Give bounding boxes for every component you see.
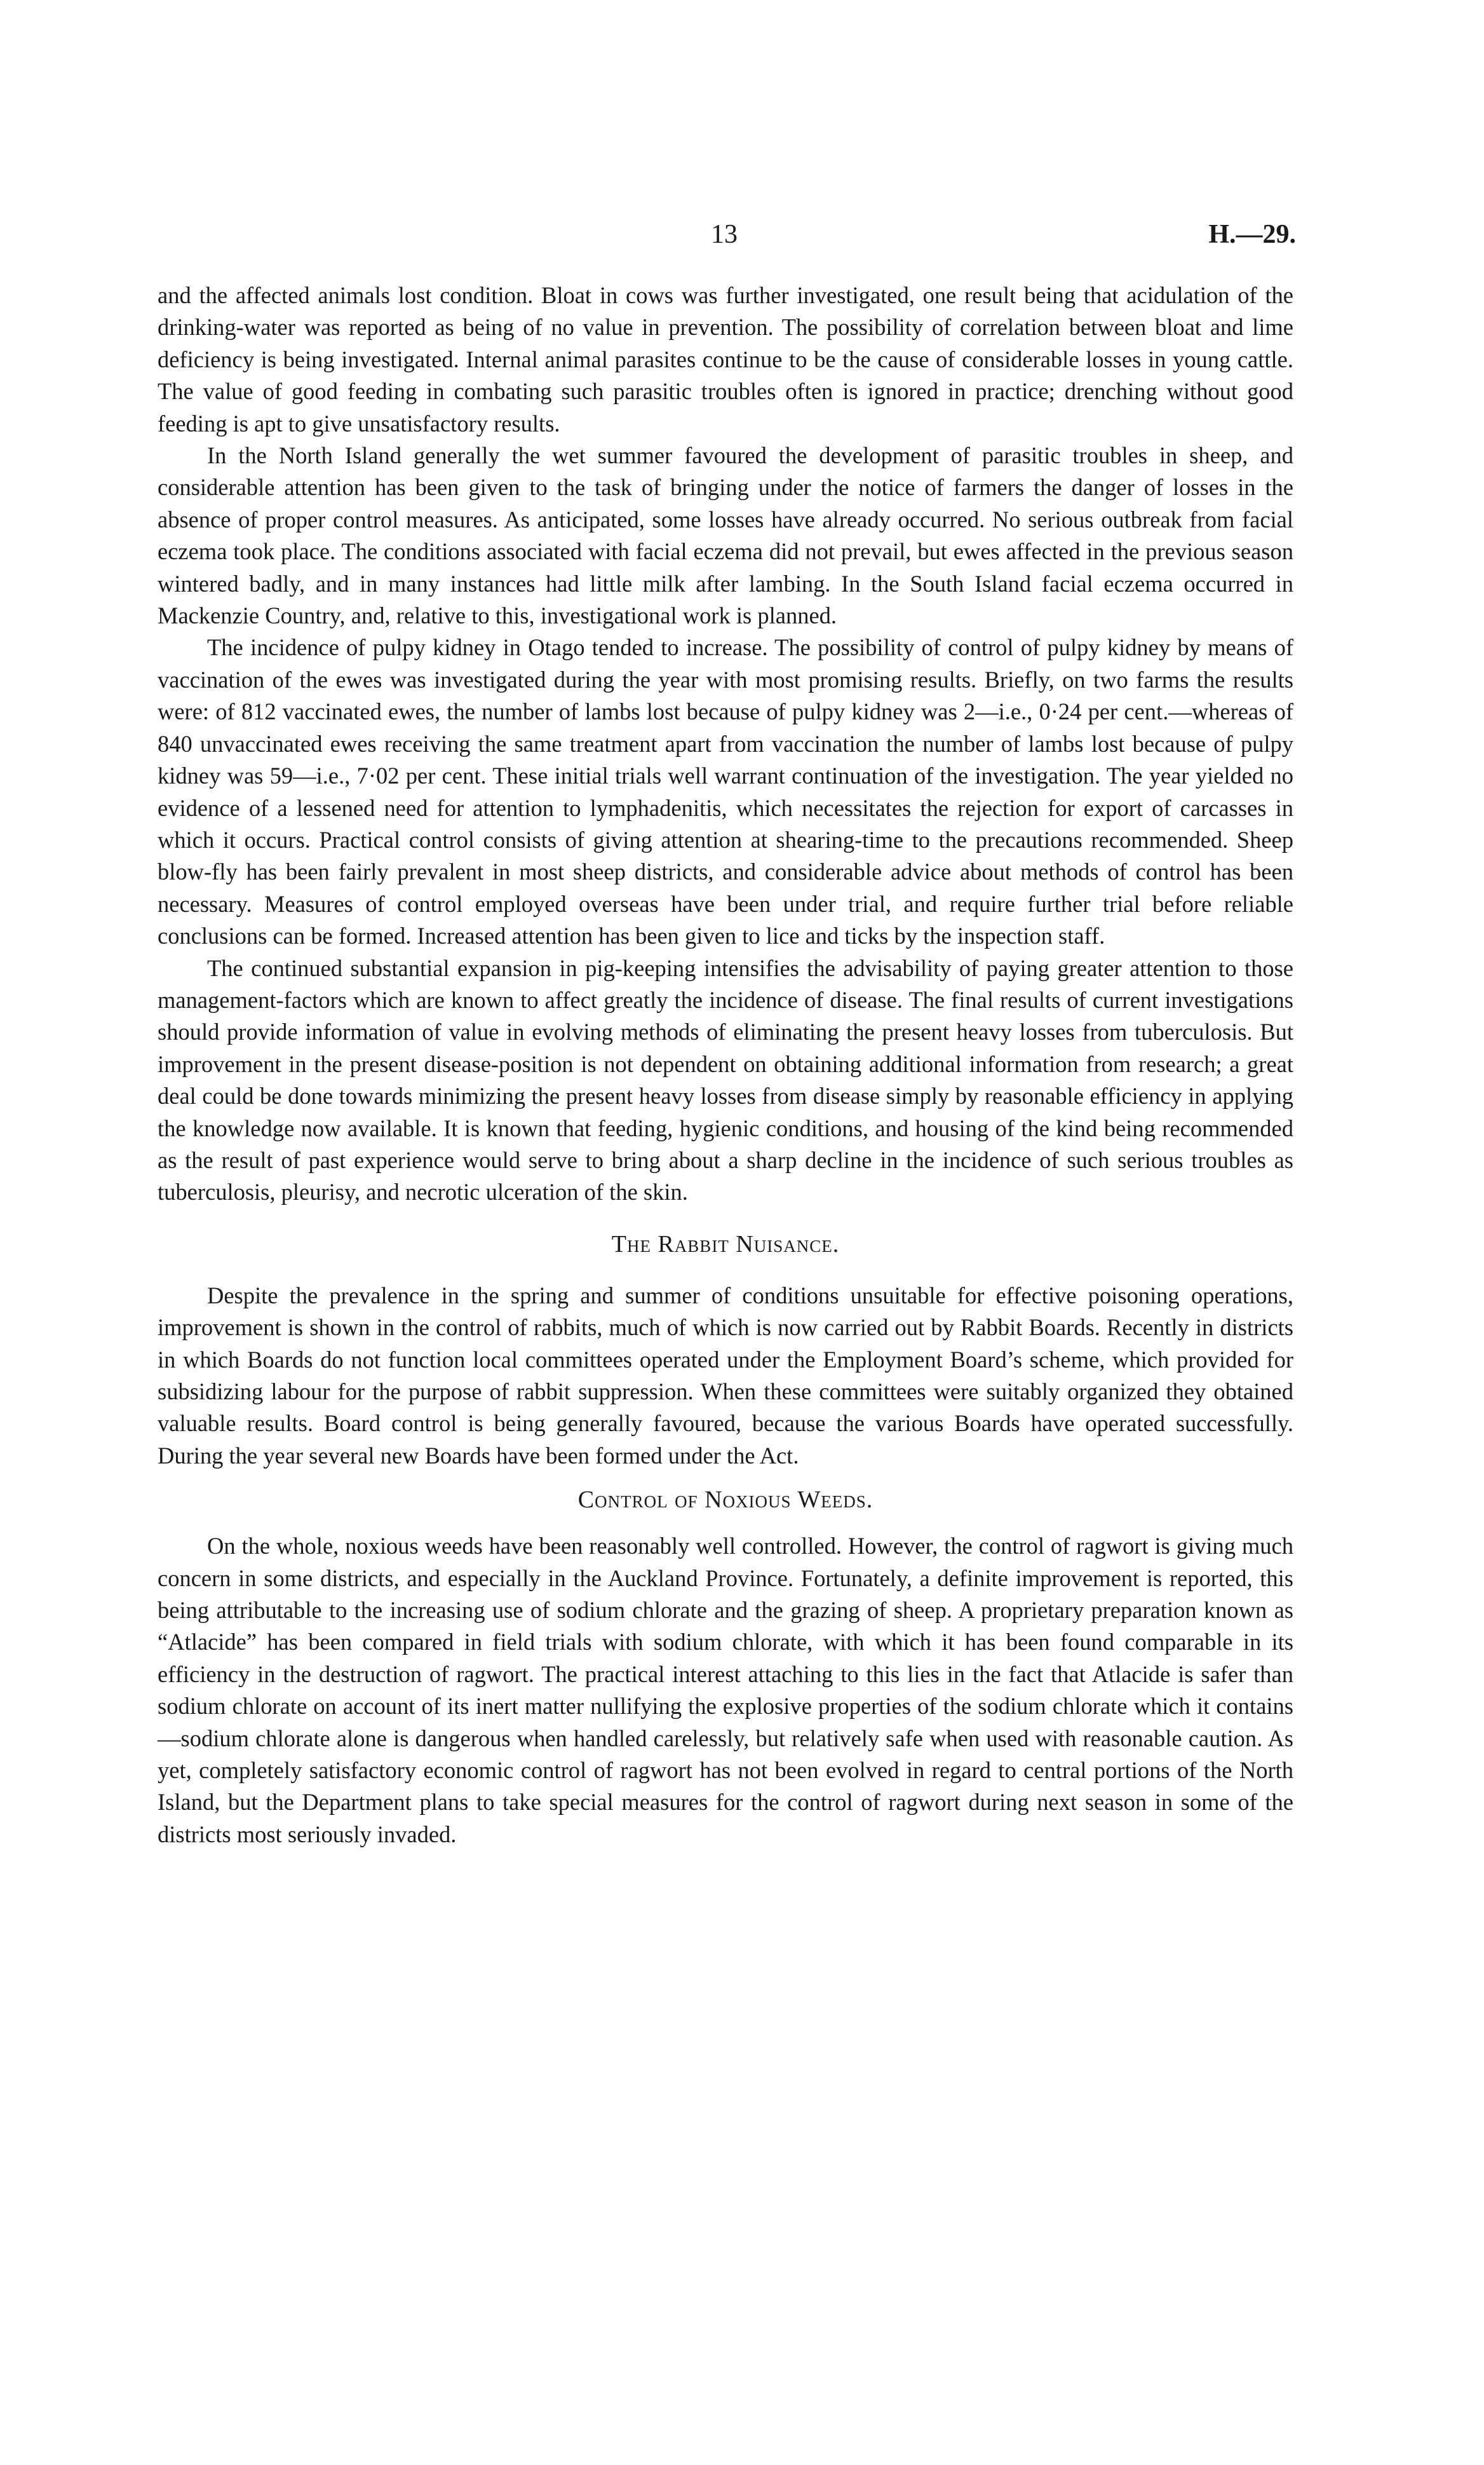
paragraph-noxious-weeds: On the whole, noxious weeds have been reasonably well controlled. However, the control of ragwort is giving much concern in some districts, and especially in the Auckland Province. Fortunately, a definite improvement is reported, this being attributable to the increasing use of sodium chlorate and the grazing of sheep. A proprietary preparation known as “Atlacide” has been compared in field trials with sodium chlorate, with which it has been found comparable in its efficiency in the destruction of ragwort. The practical interest attaching to this lies in the fact that Atlacide is safer than sodium chlorate on account of its inert matter nullifying the explosive properties of the sodium chlorate which it contains—sodium chlorate alone is dangerous when handled carelessly, but relatively safe when used with reasonable caution. As yet, completely satisfactory economic control of ragwort has not been evolved in regard to central portions of the North Island, but the Department plans to take special measures for the control of ragwort during next season in some of the districts most seriously invaded. bbox=[158, 1533, 1293, 1847]
document-reference: H.—29. bbox=[1208, 220, 1296, 249]
page-header bbox=[152, 219, 1296, 257]
paragraph-pig-keeping: The continued substantial expansion in pig-keeping intensifies the advisability of paying greater attention to those management-factors which are known to affect greatly the incidence of disease. The final results of current investigations should provide information of value in evolving methods of eliminating the present heavy losses from tuberculosis. But improvement in the present disease-position is not dependent on obtaining additional information from research; a great deal could be done towards minimizing the present heavy losses from disease simply by reasonable efficiency in applying the knowledge now available. It is known that feeding, hygienic conditions, and housing of the kind being recommended as the result of past experience would serve to bring about a sharp decline in the incidence of such serious troubles as tuberculosis, pleurisy, and necrotic ulceration of the skin. bbox=[158, 954, 1293, 1205]
section-heading-rabbit-nuisance: The Rabbit Nuisance. bbox=[611, 1230, 840, 1258]
body-text bbox=[158, 280, 1293, 1850]
paragraph-cattle-bloat: and the affected animals lost condition. Bloat in cows was further investigated, one result being that acidulation of the drinking-water was reported as being of no value in prevention. The possibility of correlation between bloat and lime deficiency is being investigated. Internal animal parasites continue to be the cause of considerable losses in young cattle. The value of good feeding in combating such parasitic troubles often is ignored in practice; drenching without good feeding is apt to give unsatisfactory results. bbox=[158, 282, 1293, 437]
section-heading-noxious-weeds: Control of Noxious Weeds. bbox=[577, 1486, 874, 1514]
paragraph-rabbit-control: Despite the prevalence in the spring and summer of conditions unsuitable for effective poisoning operations, improvement is shown in the control of rabbits, much of which is now carried out by Rabbit Boards. Recently in districts in which Boards do not function local committees operated under the Employment Board’s scheme, which provided for subsidizing labour for the purpose of rabbit suppression. When these committees were suitably organized they obtained valuable results. Board control is being generally favoured, because the various Boards have operated successfully. During the year several new Boards have been formed under the Act. bbox=[158, 1282, 1293, 1469]
paragraph-pulpy-kidney: The incidence of pulpy kidney in Otago tended to increase. The possibility of control of pulpy kidney by means of vaccination of the ewes was investigated during the year with most promising results. Briefly, on two farms the results were: of 812 vaccinated ewes, the number of lambs lost because of pulpy kidney was 2—i.e., 0·24 per cent.—whereas of 840 unvaccinated ewes receiving the same treatment apart from vaccination the number of lambs lost because of pulpy kidney was 59—i.e., 7·02 per cent. These initial trials well warrant continuation of the investigation. The year yielded no evidence of a lessened need for attention to lymphadenitis, which necessitates the rejection for export of carcasses in which it occurs. Practical control consists of giving attention at shearing-time to the precautions recommended. Sheep blow-fly has been fairly prevalent in most sheep districts, and considerable advice about methods of control has been necessary. Measures of control employed overseas have been under trial, and require further trial before reliable conclusions can be formed. Increased attention has been given to lice and ticks by the inspection staff. bbox=[158, 634, 1293, 949]
page-number: 13 bbox=[711, 220, 738, 249]
paragraph-sheep-parasites: In the North Island generally the wet summer favoured the development of parasitic troubles in sheep, and considerable attention has been given to the task of bringing under the notice of farmers the danger of losses in the absence of proper control measures. As anticipated, some losses have already occurred. No serious outbreak from facial eczema took place. The conditions associated with facial eczema did not prevail, but ewes affected in the previous season wintered badly, and in many instances had little milk after lambing. In the South Island facial eczema occurred in Mackenzie Country, and, relative to this, investigational work is planned. bbox=[158, 442, 1293, 629]
